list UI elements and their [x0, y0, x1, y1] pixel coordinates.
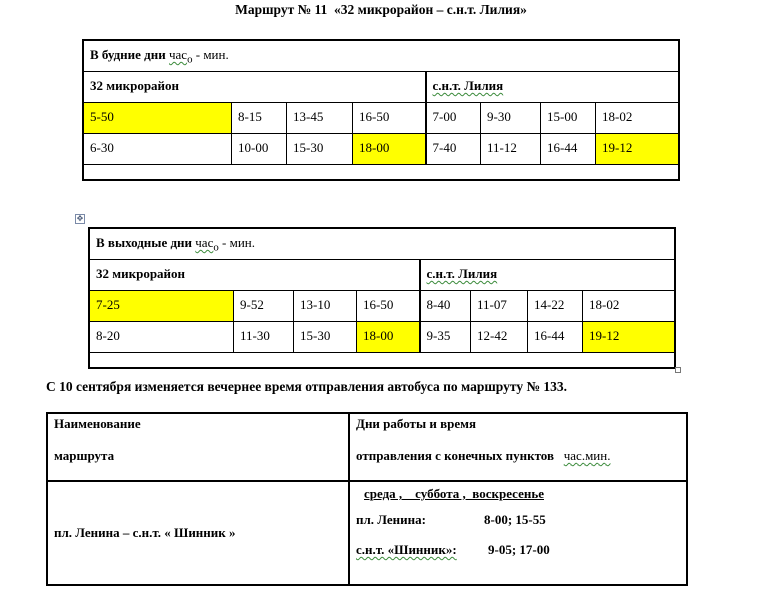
- weekend-header-unit: час$_о$ - мин.: [195, 235, 255, 254]
- time-cell: 10-00: [232, 134, 287, 165]
- time-cell: 19-12: [596, 134, 680, 165]
- weekday-header-label: В будние дни: [90, 47, 166, 62]
- route-name-header-line1: Наименование: [54, 416, 141, 431]
- schedule-header-line1: Дни работы и время: [356, 416, 476, 431]
- time-cell: 9-52: [234, 291, 294, 322]
- time-cell: 11-07: [471, 291, 528, 322]
- time-cell: 19-12: [583, 322, 676, 353]
- resize-handle-icon[interactable]: [675, 367, 681, 373]
- page-title: Маршрут № 11 «32 микрорайон – с.н.т. Лилия»: [235, 2, 527, 17]
- operating-days: среда , суббота , воскресенье: [364, 486, 544, 501]
- route-name: пл. Ленина – с.н.т. « Шинник »: [54, 525, 236, 540]
- time-cell: 12-42: [471, 322, 528, 353]
- time-cell: 16-50: [357, 291, 420, 322]
- weekend-left-stop: 32 микрорайон: [90, 260, 420, 291]
- time-cell: 6-30: [84, 134, 232, 165]
- move-handle-icon[interactable]: ✥: [76, 214, 84, 223]
- weekday-right-stop: с.н.т. Лилия: [426, 72, 680, 103]
- time-cell: 15-00: [541, 103, 596, 134]
- schedule-header-line2: отправления с конечных пунктов час.мин.: [356, 448, 611, 463]
- stop1-line: пл. Ленина: 8-00; 15-55: [356, 512, 546, 527]
- time-cell: 8-20: [90, 322, 234, 353]
- time-cell: 7-40: [426, 134, 481, 165]
- weekday-header-unit: час$_о$ - мин.: [169, 47, 229, 66]
- weekend-header: [90, 229, 676, 260]
- time-cell: 18-02: [596, 103, 680, 134]
- weekday-schedule-table: [83, 40, 680, 165]
- route-times-cell: [349, 481, 687, 585]
- time-cell: 7-00: [426, 103, 481, 134]
- weekday-header: [84, 41, 680, 72]
- time-cell: 14-22: [528, 291, 583, 322]
- route-name-cell: [47, 481, 349, 585]
- time-cell: 16-44: [528, 322, 583, 353]
- weekend-header-label: В выходные дни: [96, 235, 193, 250]
- time-cell: 5-50: [84, 103, 232, 134]
- time-cell: 16-44: [541, 134, 596, 165]
- route-name-header: [47, 413, 349, 481]
- time-cell: 18-00: [353, 134, 426, 165]
- stop2-line: с.н.т. «Шинник»: 9-05; 17-00: [356, 542, 550, 557]
- time-cell: 8-40: [420, 291, 471, 322]
- time-cell: 18-00: [357, 322, 420, 353]
- time-cell: 16-50: [353, 103, 426, 134]
- time-cell: 8-15: [232, 103, 287, 134]
- weekend-right-stop: с.н.т. Лилия: [420, 260, 676, 291]
- time-cell: 15-30: [294, 322, 357, 353]
- time-cell: 9-35: [420, 322, 471, 353]
- schedule-header: [349, 413, 687, 481]
- schedule-change-notice: С 10 сентября изменяется вечернее время отправления автобуса по маршруту № 133.: [46, 379, 568, 394]
- time-cell: 11-12: [481, 134, 541, 165]
- time-cell: 15-30: [287, 134, 353, 165]
- route-name-header-line2: маршрута: [54, 448, 115, 463]
- time-cell: 13-10: [294, 291, 357, 322]
- time-cell: 13-45: [287, 103, 353, 134]
- time-cell: 18-02: [583, 291, 676, 322]
- weekend-schedule-table: [89, 228, 676, 353]
- time-cell: 9-30: [481, 103, 541, 134]
- weekday-left-stop: 32 микрорайон: [84, 72, 426, 103]
- route-info-table: [46, 412, 688, 586]
- time-cell: 7-25: [90, 291, 234, 322]
- time-cell: 11-30: [234, 322, 294, 353]
